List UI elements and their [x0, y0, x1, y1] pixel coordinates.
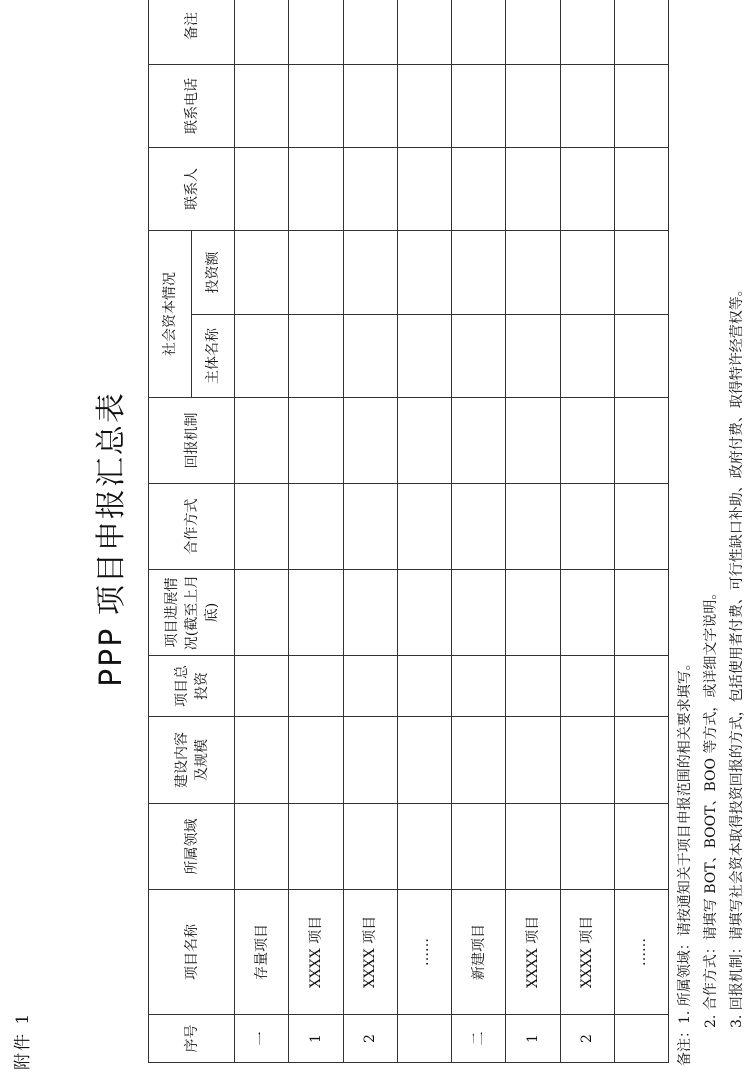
cell-empty: [397, 65, 451, 148]
cell-empty: [560, 804, 614, 890]
cell-empty: [506, 65, 560, 148]
cell-empty: [289, 804, 343, 890]
cell-empty: [452, 484, 506, 570]
cell-empty: [235, 656, 289, 717]
cell-empty: [397, 656, 451, 717]
note-line-3: [728, 282, 746, 1066]
cell-empty: [614, 570, 668, 656]
cell-empty: [289, 65, 343, 148]
cell-empty: [452, 0, 506, 65]
cell-seq: 1: [506, 1015, 560, 1063]
cell-empty: [343, 0, 397, 65]
cell-empty: [614, 0, 668, 65]
header-progress: 项目进展情况(截至上月底): [149, 570, 235, 656]
cell-empty: [452, 231, 506, 315]
cell-empty: [614, 398, 668, 484]
cell-empty: [506, 804, 560, 890]
cell-empty: [560, 231, 614, 315]
cell-empty: [289, 484, 343, 570]
ppp-summary-table: [148, 0, 669, 1063]
attachment-label: 附件 1: [13, 1011, 33, 1070]
header-total-investment: 项目总投资: [149, 656, 235, 717]
cell-empty: [343, 315, 397, 398]
header-investment: 投资额: [192, 231, 235, 315]
note-line-2: [702, 586, 720, 1066]
cell-empty: [397, 315, 451, 398]
cell-empty: [289, 656, 343, 717]
cell-empty: [614, 231, 668, 315]
header-seq: 序号: [149, 1015, 235, 1063]
header-phone: 联系电话: [149, 65, 235, 148]
table-row: [506, 0, 560, 1063]
table-row: [560, 0, 614, 1063]
cell-empty: [506, 717, 560, 804]
table-row: [235, 0, 289, 1063]
cell-empty: [614, 148, 668, 231]
header-name: 项目名称: [149, 890, 235, 1015]
cell-empty: [397, 231, 451, 315]
cell-empty: [506, 231, 560, 315]
table-row: [452, 0, 506, 1063]
cell-empty: [289, 315, 343, 398]
cell-empty: [397, 717, 451, 804]
page-title: PPP 项目申报汇总表: [94, 391, 129, 687]
note-text-2: 2. 合作方式：请填写 BOT、BOOT、BOO 等方式，或详细文字说明。: [703, 585, 719, 1028]
cell-empty: [289, 231, 343, 315]
cell-empty: [560, 656, 614, 717]
cell-empty: [452, 65, 506, 148]
cell-empty: [506, 315, 560, 398]
cell-empty: [452, 315, 506, 398]
cell-empty: [289, 148, 343, 231]
cell-empty: [343, 804, 397, 890]
cell-empty: [506, 0, 560, 65]
cell-empty: [235, 148, 289, 231]
cell-empty: [452, 148, 506, 231]
cell-empty: [235, 315, 289, 398]
table-row: [397, 0, 451, 1063]
cell-name: 存量项目: [235, 890, 289, 1015]
note-text-3: 3. 回报机制：请填写社会资本取得投资回报的方式，包括使用者付费、可行性缺口补助、政府付费、取得特许经营权等。: [729, 282, 745, 1028]
cell-seq: [614, 1015, 668, 1063]
header-social-capital: 社会资本情况: [149, 231, 192, 398]
cell-empty: [343, 484, 397, 570]
cell-empty: [289, 0, 343, 65]
header-content: 建设内容及规模: [149, 717, 235, 804]
cell-empty: [560, 717, 614, 804]
cell-empty: [235, 0, 289, 65]
cell-name: XXXX 项目: [506, 890, 560, 1015]
cell-empty: [560, 65, 614, 148]
cell-seq: 2: [560, 1015, 614, 1063]
header-remarks: 备注: [149, 0, 235, 65]
cell-empty: [614, 315, 668, 398]
cell-empty: [397, 398, 451, 484]
cell-empty: [614, 804, 668, 890]
cell-empty: [506, 148, 560, 231]
cell-empty: [506, 570, 560, 656]
cell-name: XXXX 项目: [560, 890, 614, 1015]
note-line-1: 备注：1. 所属领域：请按通知关于项目申报范围的相关要求填写。: [677, 656, 693, 1066]
cell-seq: 2: [343, 1015, 397, 1063]
cell-empty: [235, 570, 289, 656]
header-contact-person: 联系人: [149, 148, 235, 231]
cell-empty: [397, 0, 451, 65]
cell-name: XXXX 项目: [343, 890, 397, 1015]
cell-empty: [560, 398, 614, 484]
cell-empty: [506, 656, 560, 717]
cell-seq: 一: [235, 1015, 289, 1063]
cell-empty: [614, 717, 668, 804]
cell-empty: [560, 0, 614, 65]
cell-empty: [452, 656, 506, 717]
table-row: [614, 0, 668, 1063]
cell-empty: [560, 148, 614, 231]
cell-name: ……: [397, 890, 451, 1015]
cell-empty: [614, 65, 668, 148]
cell-empty: [614, 484, 668, 570]
cell-empty: [289, 717, 343, 804]
cell-name: 新建项目: [452, 890, 506, 1015]
header-field: 所属领域: [149, 804, 235, 890]
header-return: 回报机制: [149, 398, 235, 484]
cell-empty: [289, 398, 343, 484]
header-cooperation: 合作方式: [149, 484, 235, 570]
cell-empty: [343, 231, 397, 315]
cell-empty: [397, 148, 451, 231]
cell-seq: 二: [452, 1015, 506, 1063]
cell-empty: [397, 804, 451, 890]
cell-empty: [506, 398, 560, 484]
cell-empty: [343, 65, 397, 148]
cell-empty: [452, 804, 506, 890]
cell-empty: [289, 570, 343, 656]
table-row: [343, 0, 397, 1063]
cell-seq: [397, 1015, 451, 1063]
header-row-1: [149, 0, 192, 1063]
cell-empty: [614, 656, 668, 717]
cell-empty: [235, 231, 289, 315]
cell-empty: [452, 570, 506, 656]
cell-empty: [452, 717, 506, 804]
cell-empty: [235, 717, 289, 804]
cell-empty: [343, 656, 397, 717]
cell-empty: [235, 804, 289, 890]
cell-empty: [506, 484, 560, 570]
cell-empty: [343, 717, 397, 804]
cell-empty: [235, 484, 289, 570]
cell-empty: [343, 398, 397, 484]
cell-empty: [235, 65, 289, 148]
cell-name: ……: [614, 890, 668, 1015]
cell-empty: [560, 484, 614, 570]
cell-empty: [343, 570, 397, 656]
cell-empty: [560, 570, 614, 656]
header-entity-name: 主体名称: [192, 315, 235, 398]
cell-name: XXXX 项目: [289, 890, 343, 1015]
cell-empty: [397, 570, 451, 656]
table-row: [289, 0, 343, 1063]
cell-empty: [235, 398, 289, 484]
cell-seq: 1: [289, 1015, 343, 1063]
cell-empty: [452, 398, 506, 484]
cell-empty: [397, 484, 451, 570]
cell-empty: [343, 148, 397, 231]
cell-empty: [560, 315, 614, 398]
